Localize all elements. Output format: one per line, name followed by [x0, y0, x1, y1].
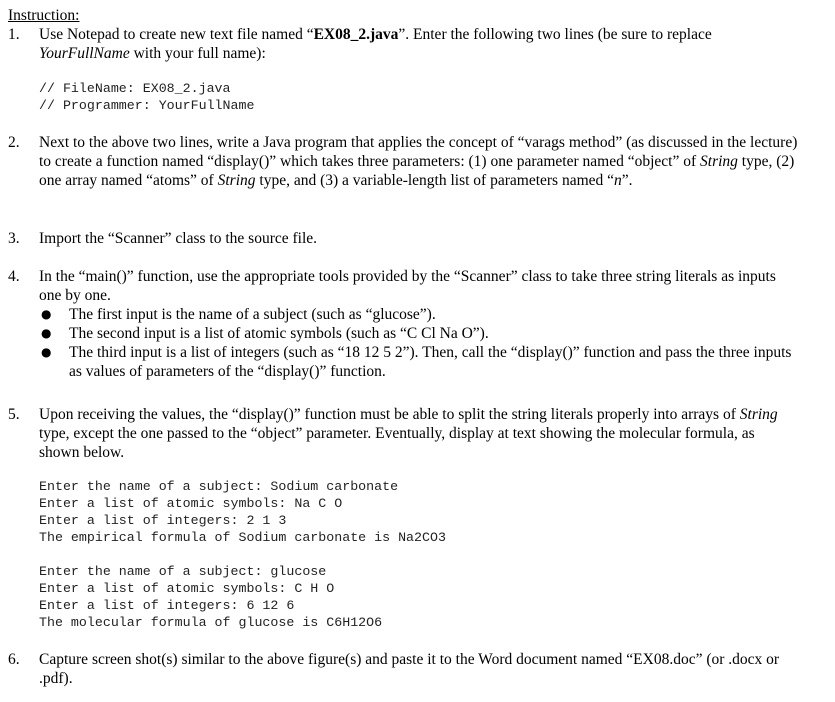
console-output-line: Enter a list of integers: 2 1 3: [39, 513, 287, 528]
item-number: 4.: [8, 268, 20, 285]
bullet-item: ● The first input is the name of a subject (such as “glucose”).: [41, 306, 436, 323]
console-output-line: Enter a list of atomic symbols: Na C O: [39, 496, 343, 511]
item-body: [39, 25, 798, 114]
item-number: 6.: [8, 651, 20, 668]
item-text: Use Notepad to create new text file named “EX08_2.java”. Enter the following two lines (be sure to replace YourFullName with your full name):: [39, 26, 712, 62]
bullet-icon: ●: [41, 307, 52, 321]
item-number: 5.: [8, 406, 20, 423]
bullet-icon: ●: [41, 326, 52, 340]
code-line: // Programmer: YourFullName: [39, 98, 255, 113]
code-line: // FileName: EX08_2.java: [39, 81, 231, 96]
item-number: 3.: [8, 230, 20, 247]
item-number: 1.: [8, 26, 20, 43]
bullet-item: ● The third input is a list of integers (such as “18 12 5 2”). Then, call the “display()” function and pass the three inputs as values of parameters of the “display()” function.: [41, 344, 792, 380]
console-output-line: Enter the name of a subject: Sodium carbonate: [39, 479, 399, 494]
instruction-title: Instruction:: [8, 7, 80, 24]
console-output-line: Enter a list of integers: 6 12 6: [39, 598, 295, 613]
console-output-line: Enter the name of a subject: glucose: [39, 564, 327, 579]
bullet-item: ● The second input is a list of atomic symbols (such as “C Cl Na O”).: [41, 325, 489, 342]
item-text: Capture screen shot(s) similar to the above figure(s) and paste it to the Word document named “EX08.doc” (or .docx or .pdf).: [39, 651, 780, 687]
console-output-line: Enter a list of atomic symbols: C H O: [39, 581, 335, 596]
item-number: 2.: [8, 134, 20, 151]
item-text: In the “main()” function, use the appropriate tools provided by the “Scanner” class to take three string literals as inputs one by one.: [39, 268, 776, 304]
item-text: Upon receiving the values, the “display()” function must be able to split the string literals properly into arrays of String type, except the one passed to the “object” parameter. Eventually, display at text showing the molecular formula, as shown below.: [39, 406, 778, 461]
item-text: Next to the above two lines, write a Java program that applies the concept of “varags method” (as discussed in the lecture) to create a function named “display()” which takes three parameters: (1) one parameter named “object” of String type, (2) one array named “atoms” of String type, and (3) a variable-length list of parameters named “n”.: [39, 134, 798, 189]
item-body: [39, 405, 798, 631]
item-body: [39, 267, 798, 381]
bullet-icon: ●: [41, 345, 52, 359]
console-output-line: The molecular formula of glucose is C6H12O6: [39, 615, 383, 630]
console-output-line: The empirical formula of Sodium carbonate is Na2CO3: [39, 530, 446, 545]
item-text: Import the “Scanner” class to the source file.: [39, 230, 318, 247]
